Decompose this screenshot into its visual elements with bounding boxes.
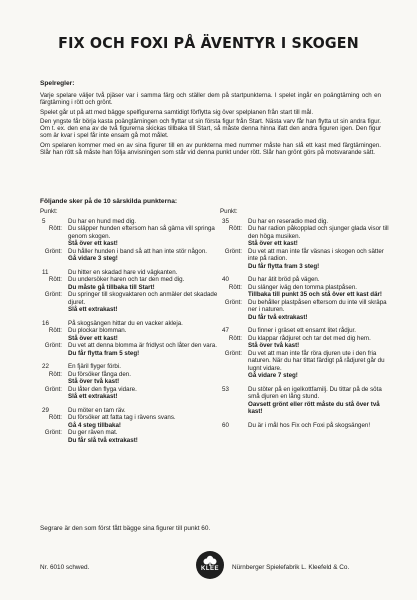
- logo-text: KLEE: [200, 566, 219, 572]
- point-text-wrap: [68, 342, 218, 357]
- point-text: Du försöker fånga den.: [68, 370, 131, 378]
- point-line: [40, 327, 218, 342]
- point-line: [40, 407, 218, 415]
- point-text-wrap: [68, 225, 218, 248]
- color-label: Grönt:: [224, 349, 242, 357]
- point-instruction: Slå ett extrakast!: [68, 393, 118, 400]
- point-instruction: Gå 4 steg tillbaka!: [68, 421, 121, 429]
- point-text: Du finner i gräset ett ensamt litet rådjur.: [248, 327, 356, 334]
- point-block: [220, 327, 392, 380]
- point-instruction: Gå vidare 7 steg!: [248, 372, 298, 379]
- point-text-wrap: [68, 386, 218, 401]
- point-text: Du undersöker haren och tar den med dig.: [68, 276, 185, 283]
- point-line: [220, 327, 392, 335]
- company-name: Nürnberger Spielefabrik L. Kleefeld & Co.: [232, 564, 350, 571]
- point-text-wrap: [68, 414, 218, 429]
- left-points-column: [40, 208, 218, 450]
- point-instruction: Stå över två kast!: [248, 342, 300, 349]
- rules-paragraph: Varje spelare väljer två pjäser var i samma färg och ställer dem på startpunkterna. I spelet ingår en poängtärning och en färgtärning i rött och grönt.: [40, 92, 381, 107]
- point-line: [40, 218, 218, 226]
- point-instruction: Oavsett grönt eller rött måste du stå över två kast!: [248, 400, 380, 415]
- clover-icon: [196, 551, 224, 579]
- point-block: [40, 320, 218, 358]
- point-line: [40, 291, 218, 314]
- point-instruction: Tillbaka till punkt 35 och stå över ett kast där!: [248, 291, 382, 298]
- point-line: [40, 429, 218, 444]
- rules-paragraph: Om spelaren kommer med en av sina figurer till en av punkterna med nummer måste han slå ett kast med färgtärningen. Slår han rött så måste han följa anvisningen som står vid denna punkt under rött. Slår han grönt görs på motsvarande sätt.: [40, 141, 381, 157]
- point-text: Du har ätit bröd på vägen.: [248, 276, 320, 283]
- point-line: [40, 276, 218, 291]
- point-line: [40, 342, 218, 357]
- point-block: [220, 218, 392, 271]
- point-instruction: Du måste gå tillbaka till Start!: [68, 283, 155, 291]
- point-text: Du låter den flyga vidare.: [68, 385, 137, 393]
- point-text: Du vet att denna blomma är fridlyst och låter den vara.: [68, 342, 217, 349]
- color-label: Rött:: [48, 414, 62, 421]
- point-text-wrap: [68, 429, 218, 444]
- point-line: [220, 350, 392, 380]
- point-text: Du ger räven mat.: [68, 429, 118, 436]
- color-label: Grönt:: [224, 247, 242, 255]
- point-text: Du springer till skogvaktaren och anmäler det skadade djuret.: [68, 291, 218, 306]
- point-text: Du stöter på en igelkottfamilj. Du tittar på de söta små djuren en lång stund.: [248, 385, 382, 400]
- point-instruction: Du får flytta fram 5 steg!: [68, 349, 140, 357]
- publisher-bar: [0, 550, 417, 580]
- point-text-wrap: [248, 350, 392, 380]
- point-line: [40, 269, 218, 277]
- point-number: 16: [42, 319, 49, 327]
- point-line: [40, 363, 218, 371]
- point-text-wrap: [68, 327, 218, 342]
- point-instruction: Stå över två kast!: [68, 378, 120, 385]
- point-block: [40, 269, 218, 314]
- point-number: 60: [222, 421, 229, 429]
- point-block: [40, 218, 218, 263]
- point-line: [40, 320, 218, 328]
- point-text: Du håller hunden i band så att han inte stör någon.: [68, 247, 207, 255]
- color-label: Grönt:: [44, 342, 62, 349]
- point-text: Du klappar rådjuret och tar det med dig hem.: [248, 334, 371, 342]
- point-text: Du vet att man inte får röra djuren ute i den fria naturen. När du har tittat färdigt på rådjuret går du lugnt vidare.: [248, 349, 385, 372]
- point-text-wrap: [68, 371, 218, 386]
- point-text: Du är i mål hos Fix och Foxi på skogsängen!: [248, 421, 371, 429]
- point-text-wrap: [68, 218, 218, 226]
- point-line: [220, 299, 392, 322]
- point-text-wrap: [248, 248, 392, 271]
- point-text-wrap: [248, 276, 392, 284]
- point-text: Du har en hund med dig.: [68, 217, 137, 225]
- color-label: Rött:: [48, 327, 62, 334]
- point-number: 53: [222, 385, 229, 393]
- point-text: En fjäril flyger förbi.: [68, 363, 121, 370]
- color-label: Rött:: [228, 283, 242, 291]
- point-text: Du försöker att fatta tag i rävens svans.: [68, 414, 176, 421]
- rules-paragraph: Spelet går ut på att med bägge spelfigurerna samtidigt förflytta sig över spelplanen från start till mål.: [40, 108, 314, 116]
- point-text-wrap: [68, 276, 218, 291]
- color-label: Rött:: [228, 334, 242, 342]
- point-line: [220, 284, 392, 299]
- winner-note: Segrare är den som först fått bägge sina figurer till punkt 60.: [40, 525, 211, 532]
- color-label: Rött:: [48, 225, 62, 232]
- point-text: Du har radion påkopplad och sjunger glada visor till den höga musiken.: [248, 225, 389, 240]
- point-text-wrap: [248, 327, 392, 335]
- page-title: FIX OCH FOXI PÅ ÄVENTYR I SKOGEN: [58, 34, 359, 52]
- point-text-wrap: [68, 407, 218, 415]
- point-text-wrap: [248, 225, 392, 248]
- point-number: 35: [222, 217, 229, 225]
- point-text-wrap: [68, 269, 218, 277]
- color-label: Rött:: [228, 225, 242, 232]
- point-instruction: Du får två extrakast!: [248, 313, 308, 321]
- point-line: [220, 335, 392, 350]
- point-instruction: Stå över ett kast!: [68, 334, 118, 342]
- point-text-wrap: [68, 291, 218, 314]
- point-number: 11: [42, 268, 49, 276]
- rules-heading: Spelregler:: [40, 80, 75, 87]
- point-instruction: Slå ett extrakast!: [68, 306, 118, 313]
- point-text-wrap: [248, 284, 392, 299]
- point-line: [40, 386, 218, 401]
- point-line: [220, 276, 392, 284]
- color-label: Grönt:: [44, 291, 62, 298]
- point-text-wrap: [68, 363, 218, 371]
- point-block: [220, 386, 392, 416]
- color-label: Rött:: [48, 370, 62, 378]
- special-points-heading: Följande sker på de 10 särskilda punkterna:: [40, 198, 178, 205]
- point-line: [40, 371, 218, 386]
- point-text-wrap: [248, 422, 392, 430]
- point-line: [220, 422, 392, 430]
- point-line: [220, 248, 392, 271]
- point-text-wrap: [248, 218, 392, 226]
- product-number: Nr. 6010 schwed.: [40, 564, 90, 571]
- point-block: [220, 276, 392, 321]
- point-text-wrap: [248, 386, 392, 416]
- point-instruction: Gå vidare 3 steg!: [68, 255, 118, 262]
- color-label: Grönt:: [44, 429, 62, 436]
- point-line: [220, 386, 392, 416]
- point-text: Du behåller plastpåsen eftersom du inte vill skräpa ner i naturen.: [248, 298, 387, 313]
- point-number: 29: [42, 406, 49, 414]
- punkt-label: Punkt:: [40, 208, 58, 215]
- right-points-column: [220, 208, 392, 435]
- point-line: [220, 218, 392, 226]
- point-line: [40, 414, 218, 429]
- color-label: Grönt:: [224, 298, 242, 306]
- point-text: Du möter en tam räv.: [68, 406, 126, 414]
- point-number: 22: [42, 363, 49, 370]
- point-instruction: Du får slå två extrakast!: [68, 436, 138, 444]
- point-instruction: Du får flytta fram 3 steg!: [248, 262, 320, 270]
- point-text-wrap: [68, 248, 218, 263]
- point-instruction: Stå över ett kast!: [248, 240, 298, 247]
- point-text: Du vet att man inte får väsnas i skogen och sätter inte på radion.: [248, 247, 384, 262]
- point-text-wrap: [68, 320, 218, 328]
- rules-paragraph: Den yngste får börja kasta poängtärningen och flyttar ut sin första figur från Start. Nästa varv får han flytta ut sin andra figur. Om t. ex. den ena av de två figurerna skickas tillbaka till Start, så måste denna hinna ifatt den andra figuren igen. Den figur som är kvar i spel får inte ensam gå mot målet.: [40, 117, 381, 140]
- point-text: På skogsängen hittar du en vacker akleja.: [68, 319, 183, 327]
- point-line: [40, 248, 218, 263]
- point-instruction: Stå över ett kast!: [68, 240, 118, 247]
- clover-logo-icon: [196, 551, 224, 579]
- rules-text: [40, 92, 381, 158]
- color-label: Grönt:: [44, 385, 62, 393]
- point-text: Du släpper hunden eftersom han så gärna vill springa genom skogen.: [68, 225, 215, 240]
- color-label: Grönt:: [44, 247, 62, 255]
- point-block: [40, 363, 218, 401]
- point-text: Du plockar blomman.: [68, 327, 127, 334]
- point-block: [220, 422, 392, 430]
- point-line: [40, 225, 218, 248]
- point-line: [220, 225, 392, 248]
- point-text: Du hitter en skadad hare vid vägkanten.: [68, 268, 178, 276]
- punkt-label: Punkt:: [220, 208, 238, 215]
- color-label: Rött:: [48, 276, 62, 283]
- point-block: [40, 407, 218, 445]
- point-text-wrap: [248, 299, 392, 322]
- point-number: 40: [222, 276, 229, 283]
- point-text: Du har en reseradio med dig.: [248, 217, 329, 225]
- point-text: Du slänger iväg den tomma plastpåsen.: [248, 283, 358, 291]
- point-number: 5: [42, 217, 46, 225]
- point-number: 47: [222, 327, 229, 334]
- point-text-wrap: [248, 335, 392, 350]
